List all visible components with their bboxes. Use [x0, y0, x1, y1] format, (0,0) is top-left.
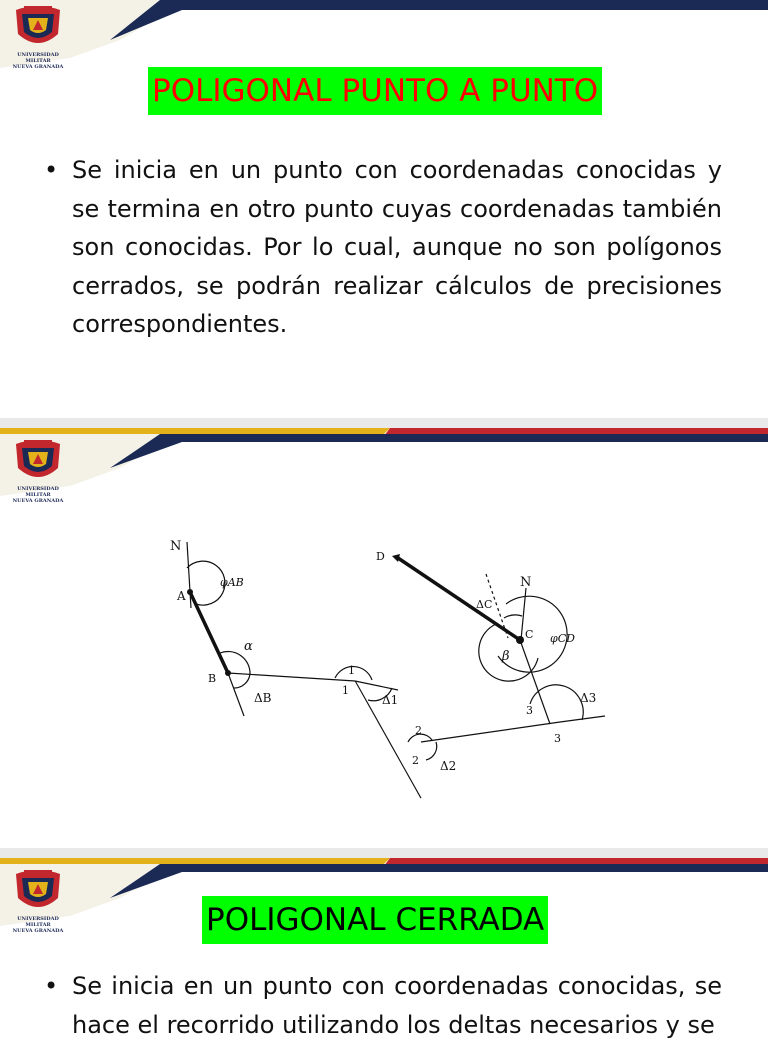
header-gold-band [0, 428, 390, 434]
label-angle-1: 1 [348, 664, 355, 677]
point-b [225, 670, 231, 676]
logo-caption-line2: NUEVA GRANADA [12, 64, 64, 70]
label-delta-c: ΔC [476, 598, 493, 611]
bullet-marker: • [44, 156, 59, 184]
header-gold-band [0, 858, 390, 864]
label-north-c: N [520, 575, 532, 590]
slide-poligonal-diagram [0, 428, 768, 848]
segment-dc [398, 558, 520, 640]
logo-caption-line1: UNIVERSIDAD MILITAR [17, 52, 59, 64]
segment-3-c [520, 640, 550, 724]
arc-delta-c [504, 615, 522, 618]
label-angle-2: 2 [415, 724, 422, 737]
arc-delta-2 [426, 742, 437, 760]
label-delta-1: Δ1 [382, 693, 399, 707]
bullet-paragraph [44, 151, 722, 344]
point-d [392, 554, 400, 562]
logo-caption-line2: NUEVA GRANADA [12, 498, 64, 504]
label-delta-b: ΔB [254, 691, 272, 705]
slide-title: POLIGONAL CERRADA [202, 896, 548, 944]
label-point-1: 1 [342, 684, 349, 697]
label-alpha: α [244, 639, 253, 654]
label-d: D [376, 550, 385, 563]
label-a: A [177, 589, 186, 603]
label-delta-3: Δ3 [580, 691, 597, 705]
slide-gap [0, 418, 768, 428]
label-point-3: 3 [554, 732, 561, 745]
header-navy-band [110, 434, 768, 468]
point-c [516, 636, 524, 644]
label-b: B [208, 672, 217, 685]
header-navy-band [110, 864, 768, 898]
slide-header-banner [0, 428, 768, 508]
arc-delta-b [234, 674, 250, 688]
label-phi-cd: φCD [550, 632, 575, 645]
label-angle-3: 3 [526, 704, 533, 717]
slide-title: POLIGONAL PUNTO A PUNTO [148, 67, 602, 115]
logo-caption [6, 52, 70, 70]
logo-caption-line1: UNIVERSIDAD MILITAR [17, 916, 59, 928]
logo-caption-line2: NUEVA GRANADA [12, 928, 64, 934]
logo-caption [6, 916, 70, 934]
bullet-paragraph [44, 967, 722, 1044]
point-a [187, 589, 193, 595]
extension-ab [228, 673, 244, 716]
bullet-marker: • [44, 972, 59, 1000]
label-beta: β [502, 649, 510, 664]
header-navy-band [110, 0, 768, 40]
slide-poligonal-cerrada [0, 858, 768, 1039]
bullet-text: Se inicia en un punto con coordenadas conocidas, se hace el recorrido utilizando los deltas necesarios y se [72, 972, 722, 1039]
label-phi-ab: φAB [220, 576, 244, 589]
bullet-text: Se inicia en un punto con coordenadas conocidas y se termina en otro punto cuyas coordenadas también son conocidas. Por lo cual, aunque no son polígonos cerrados, se podrán realizar cálculos de precisiones correspondientes. [72, 156, 722, 338]
logo-caption-line1: UNIVERSIDAD MILITAR [17, 486, 59, 498]
label-north-a: N [170, 539, 182, 554]
polygonal-traverse-diagram [160, 528, 620, 798]
slide-gap [0, 848, 768, 858]
label-point-2: 2 [412, 754, 419, 767]
label-c: C [525, 628, 534, 641]
segment-2-3 [421, 722, 560, 742]
logo-caption [6, 486, 70, 504]
label-delta-2: Δ2 [440, 759, 457, 773]
north-line-a [187, 542, 191, 608]
slide-poligonal-punto-a-punto [0, 0, 768, 418]
